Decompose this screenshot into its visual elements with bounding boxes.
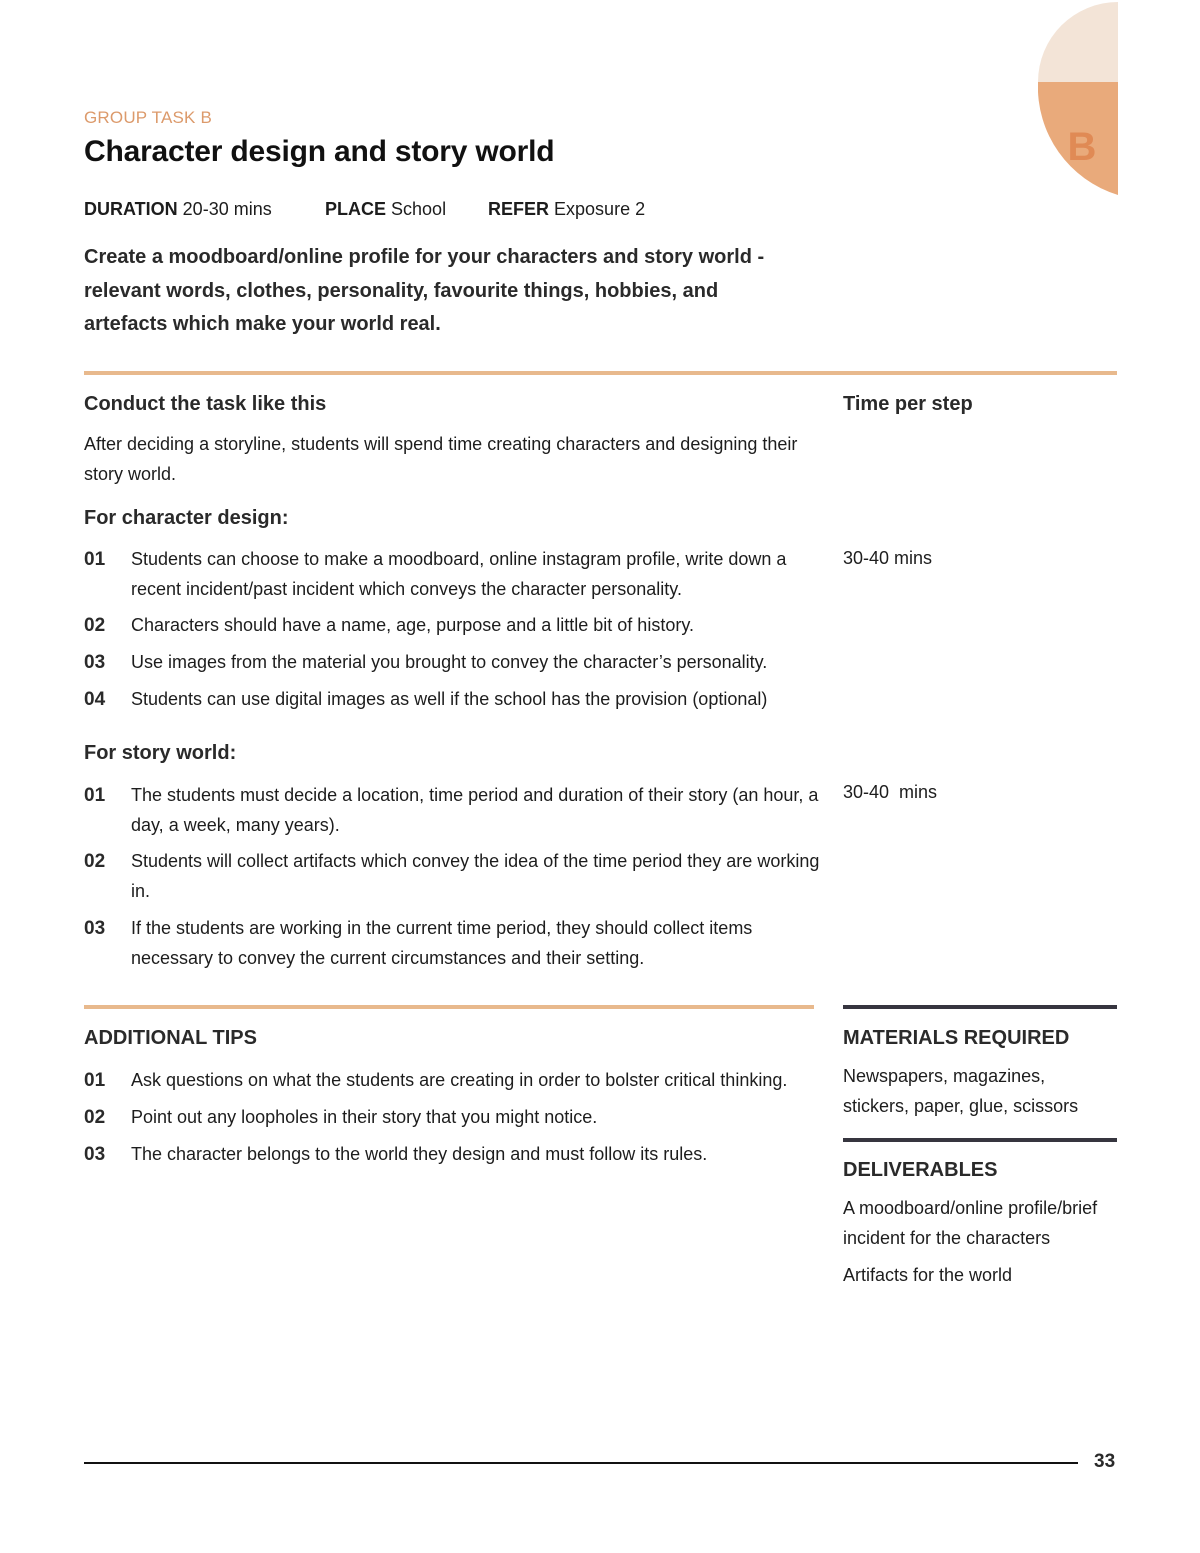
tips-heading: ADDITIONAL TIPS <box>84 1027 257 1049</box>
conduct-description: After deciding a storyline, students will spend time creating characters and designing their story world. <box>84 434 798 484</box>
page-number: 33 <box>1094 1451 1116 1472</box>
footer-rule <box>84 1462 1078 1464</box>
materials-heading: MATERIALS REQUIRED <box>843 1027 1070 1049</box>
duration-value: 20-30 mins <box>182 199 272 219</box>
tip-number: 03 <box>84 1144 106 1165</box>
tip-text: Ask questions on what the students are creating in order to bolster critical thinking. <box>131 1070 788 1090</box>
materials-divider <box>843 1005 1117 1009</box>
section-divider <box>84 371 1117 375</box>
badge-letter: B <box>1067 125 1097 169</box>
tip-number: 02 <box>84 1107 106 1128</box>
tips-divider <box>84 1005 814 1009</box>
step-number: 02 <box>84 851 106 872</box>
page-title: Character design and story world <box>84 135 555 168</box>
character-heading: For character design: <box>84 507 289 529</box>
step-text: Use images from the material you brought to convey the character’s personality. <box>131 652 768 672</box>
materials-text: Newspapers, magazines, stickers, paper, glue, scissors <box>843 1066 1079 1116</box>
step-number: 04 <box>84 689 106 710</box>
character-time: 30-40 mins <box>843 548 933 568</box>
step-text: If the students are working in the current time period, they should collect items necessary to convey the current circumstances and their setting. <box>131 918 753 968</box>
place-label: PLACE <box>325 199 387 219</box>
intro-text: Create a moodboard/online profile for your characters and story world - relevant words, clothes, personality, favourite things, hobbies, and artefacts which make your world real. <box>84 246 765 335</box>
deliverables-heading: DELIVERABLES <box>843 1159 998 1181</box>
step-text: Characters should have a name, age, purpose and a little bit of history. <box>131 615 694 635</box>
deliverables-item: A moodboard/online profile/brief incident for the characters <box>843 1198 1098 1248</box>
refer-value: Exposure 2 <box>554 199 646 219</box>
tip-text: The character belongs to the world they design and must follow its rules. <box>131 1144 708 1164</box>
task-badge-graphic <box>1038 2 1118 195</box>
step-number: 01 <box>84 785 106 806</box>
step-number: 03 <box>84 918 106 939</box>
badge-leaf-shape <box>1038 2 1118 82</box>
time-heading: Time per step <box>843 393 973 415</box>
tip-text: Point out any loopholes in their story that you might notice. <box>131 1107 598 1127</box>
place-value: School <box>391 199 447 219</box>
step-text: Students can choose to make a moodboard, online instagram profile, write down a recent incident/past incident which conveys the character personality. <box>131 549 787 599</box>
step-number: 01 <box>84 549 106 570</box>
world-time: 30-40 mins <box>843 782 938 802</box>
deliverables-item: Artifacts for the world <box>843 1265 1013 1285</box>
step-text: The students must decide a location, time period and duration of their story (an hour, a day, a week, many years). <box>131 785 819 835</box>
refer-label: REFER <box>488 199 550 219</box>
step-text: Students will collect artifacts which convey the idea of the time period they are working in. <box>131 851 820 901</box>
step-number: 02 <box>84 615 106 636</box>
deliverables-divider <box>843 1138 1117 1142</box>
step-number: 03 <box>84 652 106 673</box>
world-heading: For story world: <box>84 742 237 764</box>
step-text: Students can use digital images as well if the school has the provision (optional) <box>131 689 768 709</box>
task-label: GROUP TASK B <box>84 108 213 127</box>
meta-place <box>325 199 446 220</box>
meta-duration <box>84 199 272 220</box>
tip-number: 01 <box>84 1070 106 1091</box>
meta-refer <box>488 199 645 220</box>
duration-label: DURATION <box>84 199 178 219</box>
conduct-heading: Conduct the task like this <box>84 393 327 415</box>
